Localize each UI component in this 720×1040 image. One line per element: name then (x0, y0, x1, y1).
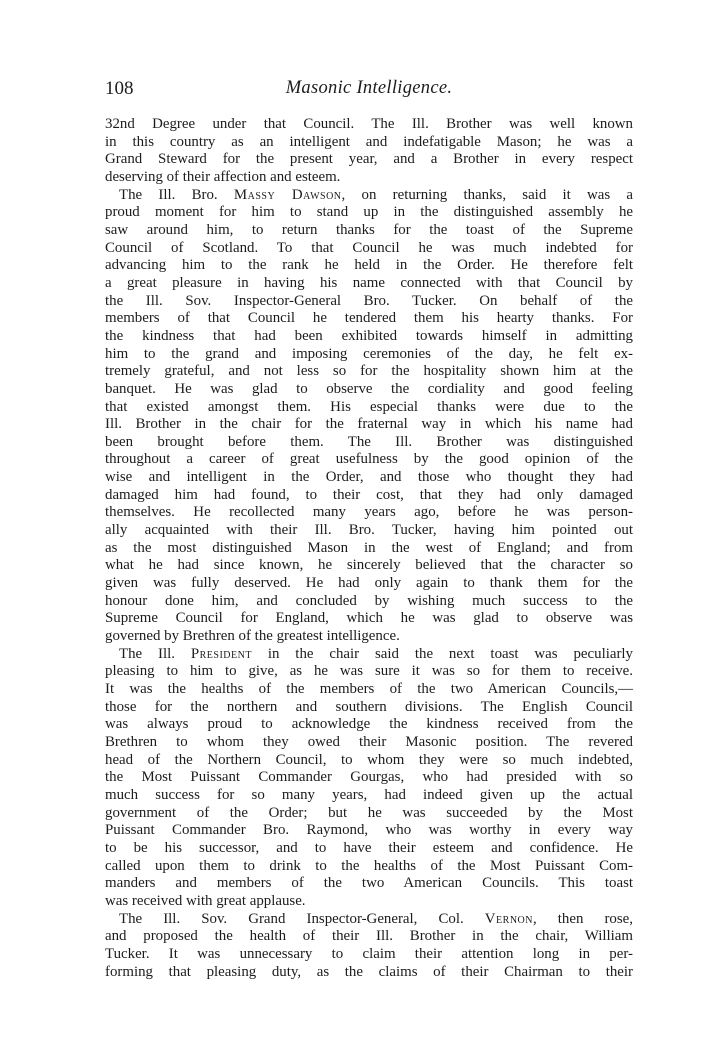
running-title: Masonic Intelligence. (285, 78, 453, 98)
text-line (105, 187, 633, 205)
text-line: tremely grateful, and not less so for the hospitality shown him at the (105, 363, 633, 380)
text-line: banquet. He was glad to observe the cordiality and good feeling (105, 380, 633, 397)
text-line: Tucker. It was unnecessary to claim their attention long in per- (105, 945, 633, 962)
text-line: much success for so many years, had indeed given up the actual (105, 786, 633, 803)
text-segment: The Ill. Sov. Grand Inspector-General, Col. (119, 910, 485, 927)
text-segment: , on returning thanks, said it was a (341, 186, 633, 203)
text-line: Ill. Brother in the chair for the fraternal way in which his name had (105, 416, 633, 433)
text-line: saw around him, to return thanks for the toast of the Supreme (105, 221, 633, 238)
text-line: to be his successor, and to have their esteem and confidence. He (105, 839, 633, 856)
text-line: given was fully deserved. He had only again to thank them for the (105, 575, 633, 592)
text-segment: in the chair said the next toast was peculiarly (251, 645, 633, 662)
text-line: government of the Order; but he was succeeded by the Most (105, 804, 633, 821)
text-segment: The Ill. (119, 645, 191, 662)
text-line: advancing him to the rank he held in the Order. He therefore felt (105, 257, 633, 274)
text-line: damaged him had found, to their cost, that they had only damaged (105, 486, 633, 503)
speaker-name: Massy Dawson (233, 186, 342, 203)
speaker-name: Vernon (484, 910, 533, 927)
text-line: the Most Puissant Commander Gourgas, who had presided with so (105, 769, 633, 786)
text-line: proud moment for him to stand up in the distinguished assembly he (105, 204, 633, 221)
text-line: in this country as an intelligent and indefatigable Mason; he was a (105, 133, 633, 150)
text-line: what he had since known, he sincerely believed that the character so (105, 557, 633, 574)
text-line (105, 911, 633, 929)
text-line: Supreme Council for England, which he was glad to observe was (105, 610, 633, 627)
text-line: been brought before them. The Ill. Brother was distinguished (105, 433, 633, 450)
text-line: manders and members of the two American Councils. This toast (105, 875, 633, 892)
text-line: forming that pleasing duty, as the claims of their Chairman to their (105, 963, 633, 980)
page-number: 108 (105, 78, 134, 99)
text-line: that existed amongst them. His especial thanks were due to the (105, 398, 633, 415)
text-line: throughout a career of great usefulness by the good opinion of the (105, 451, 633, 468)
text-line: wise and intelligent in the Order, and those who thought they had (105, 469, 633, 486)
text-line: deserving of their affection and esteem. (105, 168, 341, 185)
text-line (105, 646, 633, 664)
text-line: was always proud to acknowledge the kindness received from the (105, 716, 633, 733)
text-line: him to the grand and imposing ceremonies of the day, he felt ex- (105, 345, 633, 362)
text-line: 32nd Degree under that Council. The Ill. Brother was well known (105, 116, 633, 132)
text-line: those for the northern and southern divisions. The English Council (105, 698, 633, 715)
text-line: Council of Scotland. To that Council he was much indebted for (105, 239, 633, 256)
book-page (105, 78, 633, 981)
text-line: Grand Steward for the present year, and a Brother in every respect (105, 151, 633, 168)
text-line: governed by Brethren of the greatest intelligence. (105, 628, 400, 645)
text-line: pleasing to him to give, as he was sure it was so for them to receive. (105, 663, 633, 680)
text-line: members of that Council he tendered them his hearty thanks. For (105, 310, 633, 327)
text-line: a great pleasure in having his name connected with that Council by (105, 274, 633, 291)
text-line: as the most distinguished Mason in the west of England; and from (105, 539, 633, 556)
text-line: the kindness that had been exhibited towards himself in admitting (105, 327, 633, 344)
text-line: and proposed the health of their Ill. Brother in the chair, William (105, 928, 633, 945)
text-line: was received with great applause. (105, 892, 306, 909)
text-line: It was the healths of the members of the two American Councils,— (105, 681, 633, 697)
text-segment: The Ill. Bro. (119, 186, 234, 203)
speaker-name: President (190, 645, 252, 662)
text-line: themselves. He recollected many years ago, before he was person- (105, 504, 633, 521)
text-line: honour done him, and concluded by wishing much success to the (105, 592, 633, 609)
text-line: Puissant Commander Bro. Raymond, who was worthy in every way (105, 822, 633, 839)
text-line: called upon them to drink to the healths of the Most Puissant Com- (105, 857, 633, 874)
text-line: the Ill. Sov. Inspector-General Bro. Tucker. On behalf of the (105, 292, 633, 309)
text-line: ally acquainted with their Ill. Bro. Tucker, having him pointed out (105, 522, 633, 539)
body-text (105, 116, 633, 981)
page-header (105, 78, 633, 108)
text-line: head of the Northern Council, to whom they were so much indebted, (105, 751, 633, 768)
text-segment: , then rose, (532, 910, 633, 927)
text-line: Brethren to whom they owed their Masonic position. The revered (105, 733, 633, 750)
